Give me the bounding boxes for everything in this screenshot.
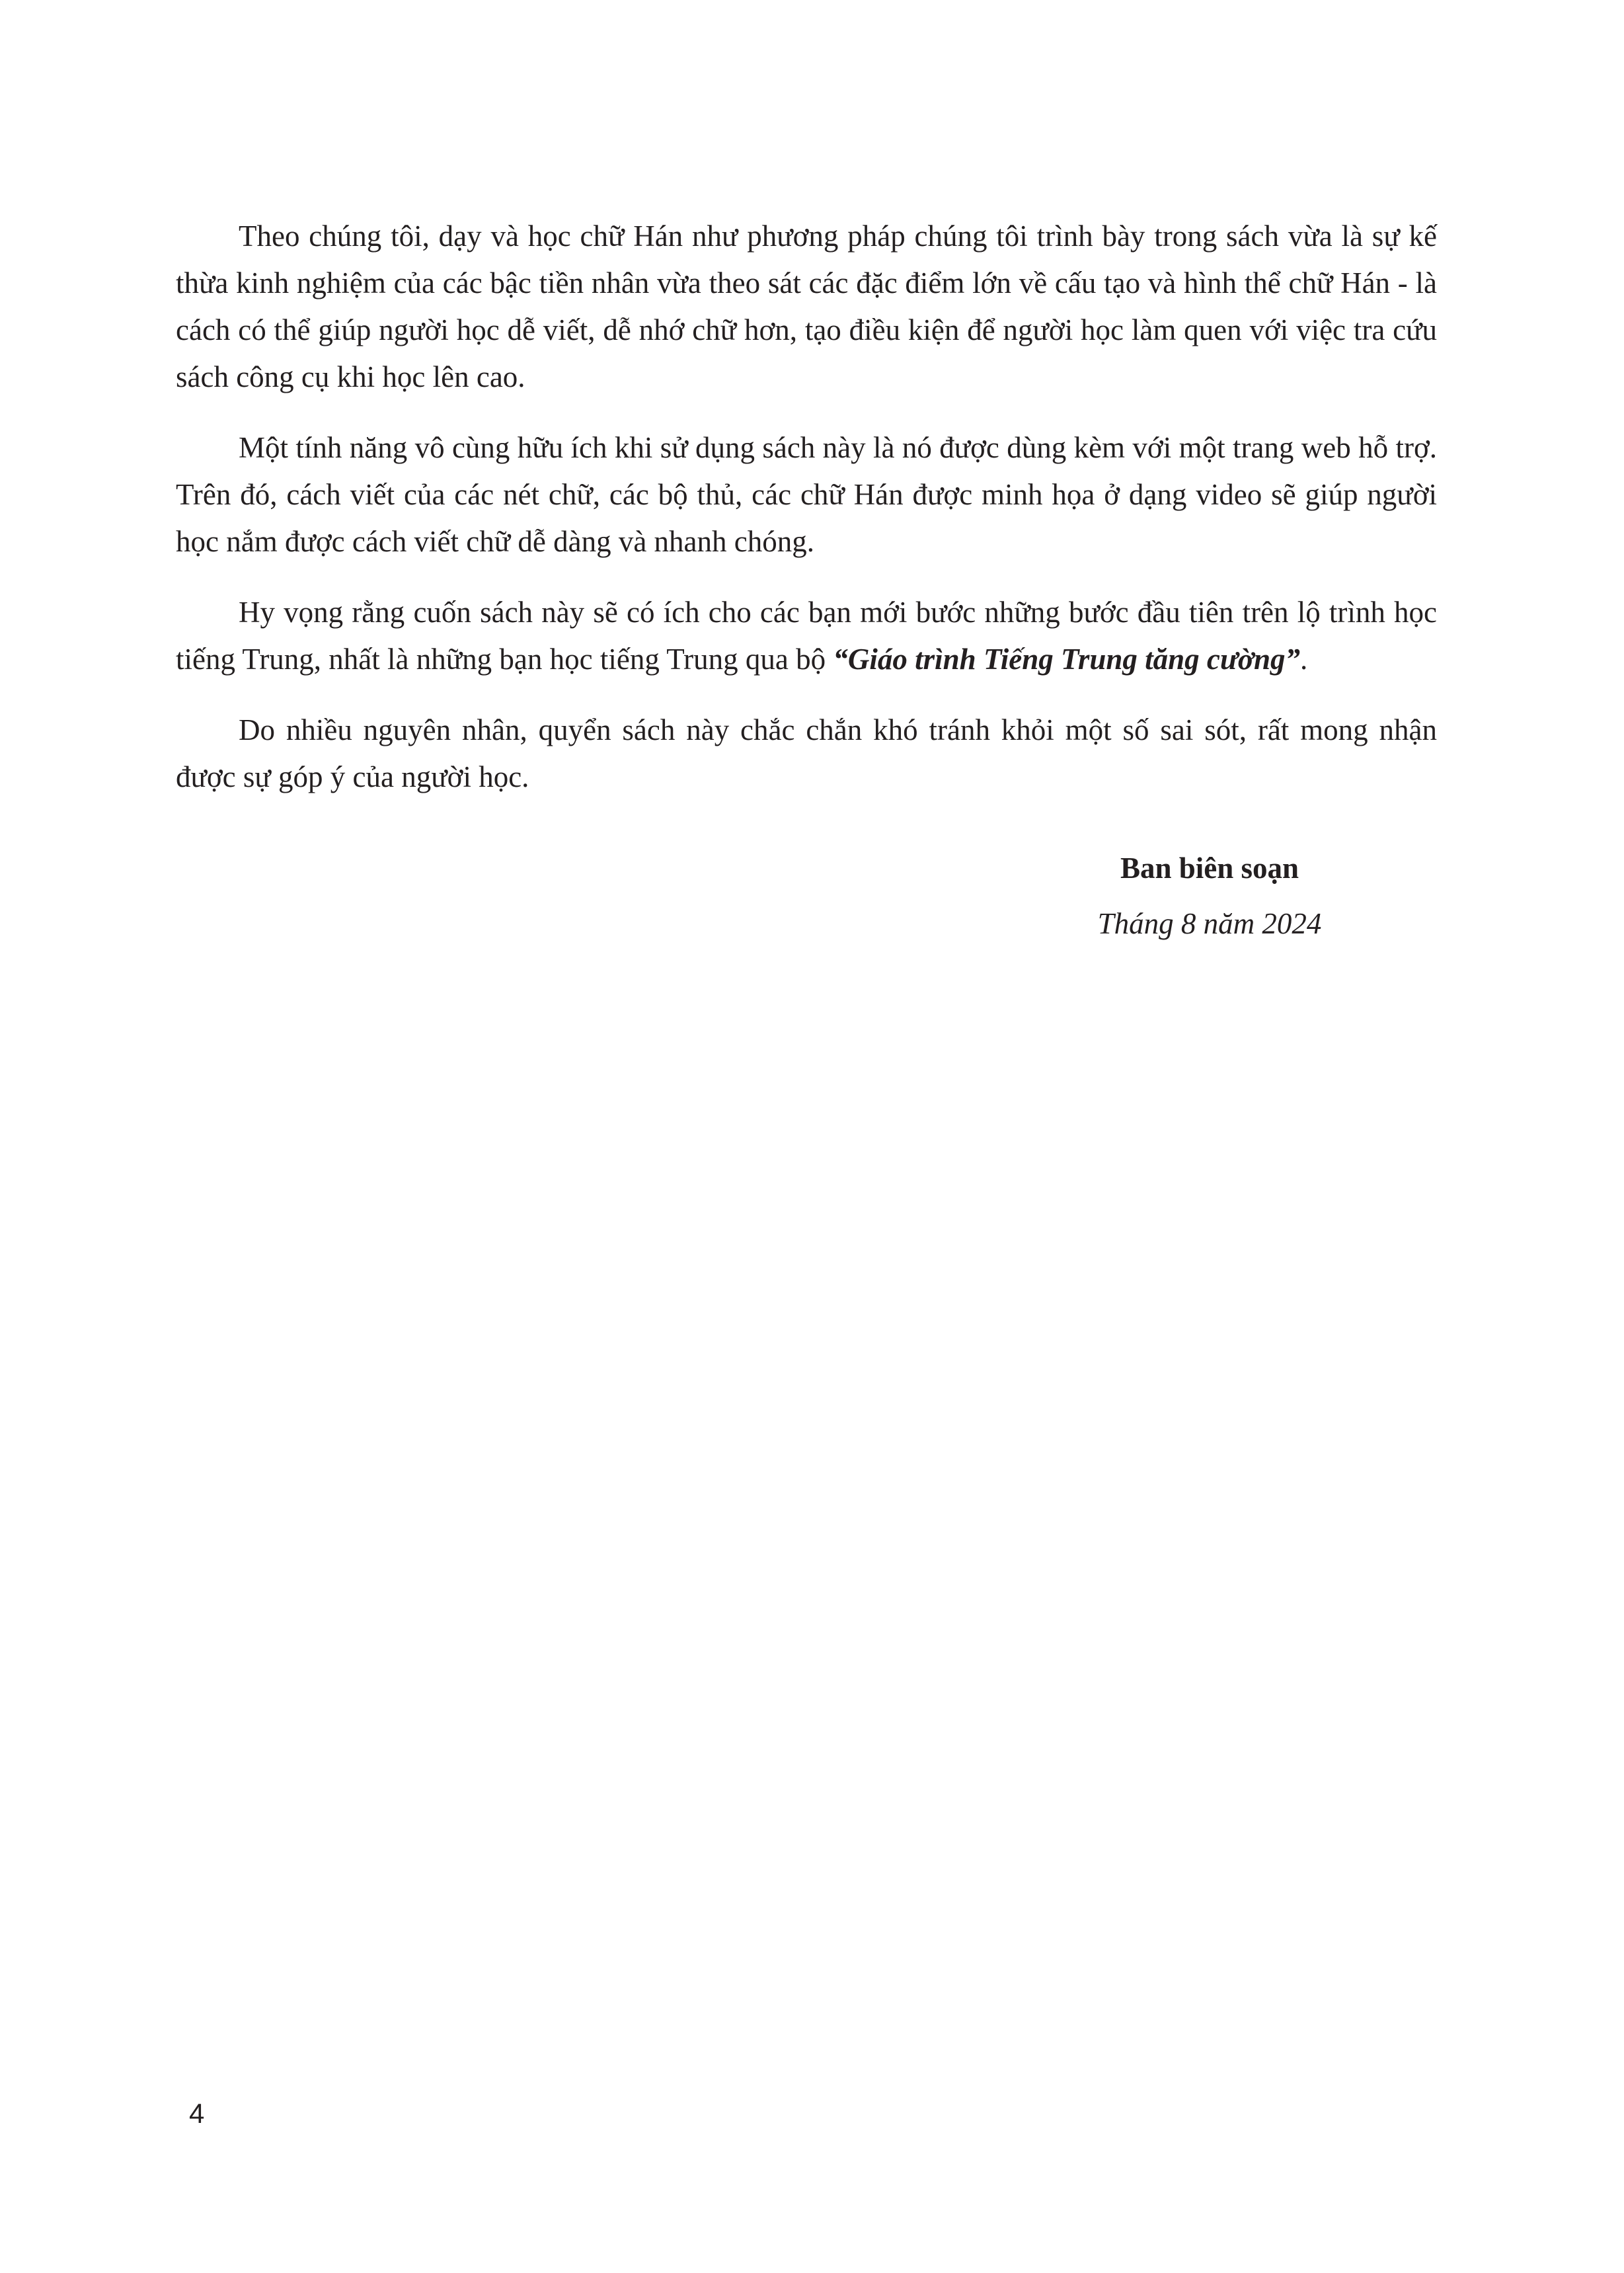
textbook-title: “Giáo trình Tiếng Trung tăng cường” bbox=[833, 643, 1301, 676]
paragraph-3 bbox=[176, 589, 1437, 683]
author-signature: Ban biên soạn bbox=[1120, 852, 1299, 885]
paragraph-4: Do nhiều nguyên nhân, quyển sách này chắc chắn khó tránh khỏi một số sai sót, rất mong nhận được sự góp ý của người học. bbox=[176, 713, 1437, 793]
paragraph-2: Một tính năng vô cùng hữu ích khi sử dụng sách này là nó được dùng kèm với một trang web hỗ trợ. Trên đó, cách viết của các nét chữ, các bộ thủ, các chữ Hán được minh họa ở dạng video sẽ giúp người học nắm được cách viết chữ dễ dàng và nhanh chóng. bbox=[176, 431, 1437, 558]
paragraph-3-text-after: . bbox=[1300, 643, 1308, 676]
paragraph-3-text-before: Hy vọng rằng cuốn sách này sẽ có ích cho các bạn mới bước những bước đầu tiên trên lộ trình học tiếng Trung, nhất là những bạn học tiếng Trung qua bộ bbox=[176, 596, 1437, 676]
body-text bbox=[176, 213, 1437, 824]
page-number: 4 bbox=[189, 2098, 205, 2129]
signature-date: Tháng 8 năm 2024 bbox=[1097, 907, 1322, 940]
paragraph-1: Theo chúng tôi, dạy và học chữ Hán như phương pháp chúng tôi trình bày trong sách vừa là sự kế thừa kinh nghiệm của các bậc tiền nhân vừa theo sát các đặc điểm lớn về cấu tạo và hình thể chữ Hán - là cách có thể giúp người học dễ viết, dễ nhớ chữ hơn, tạo điều kiện để người học làm quen với việc tra cứu sách công cụ khi học lên cao. bbox=[176, 219, 1437, 393]
